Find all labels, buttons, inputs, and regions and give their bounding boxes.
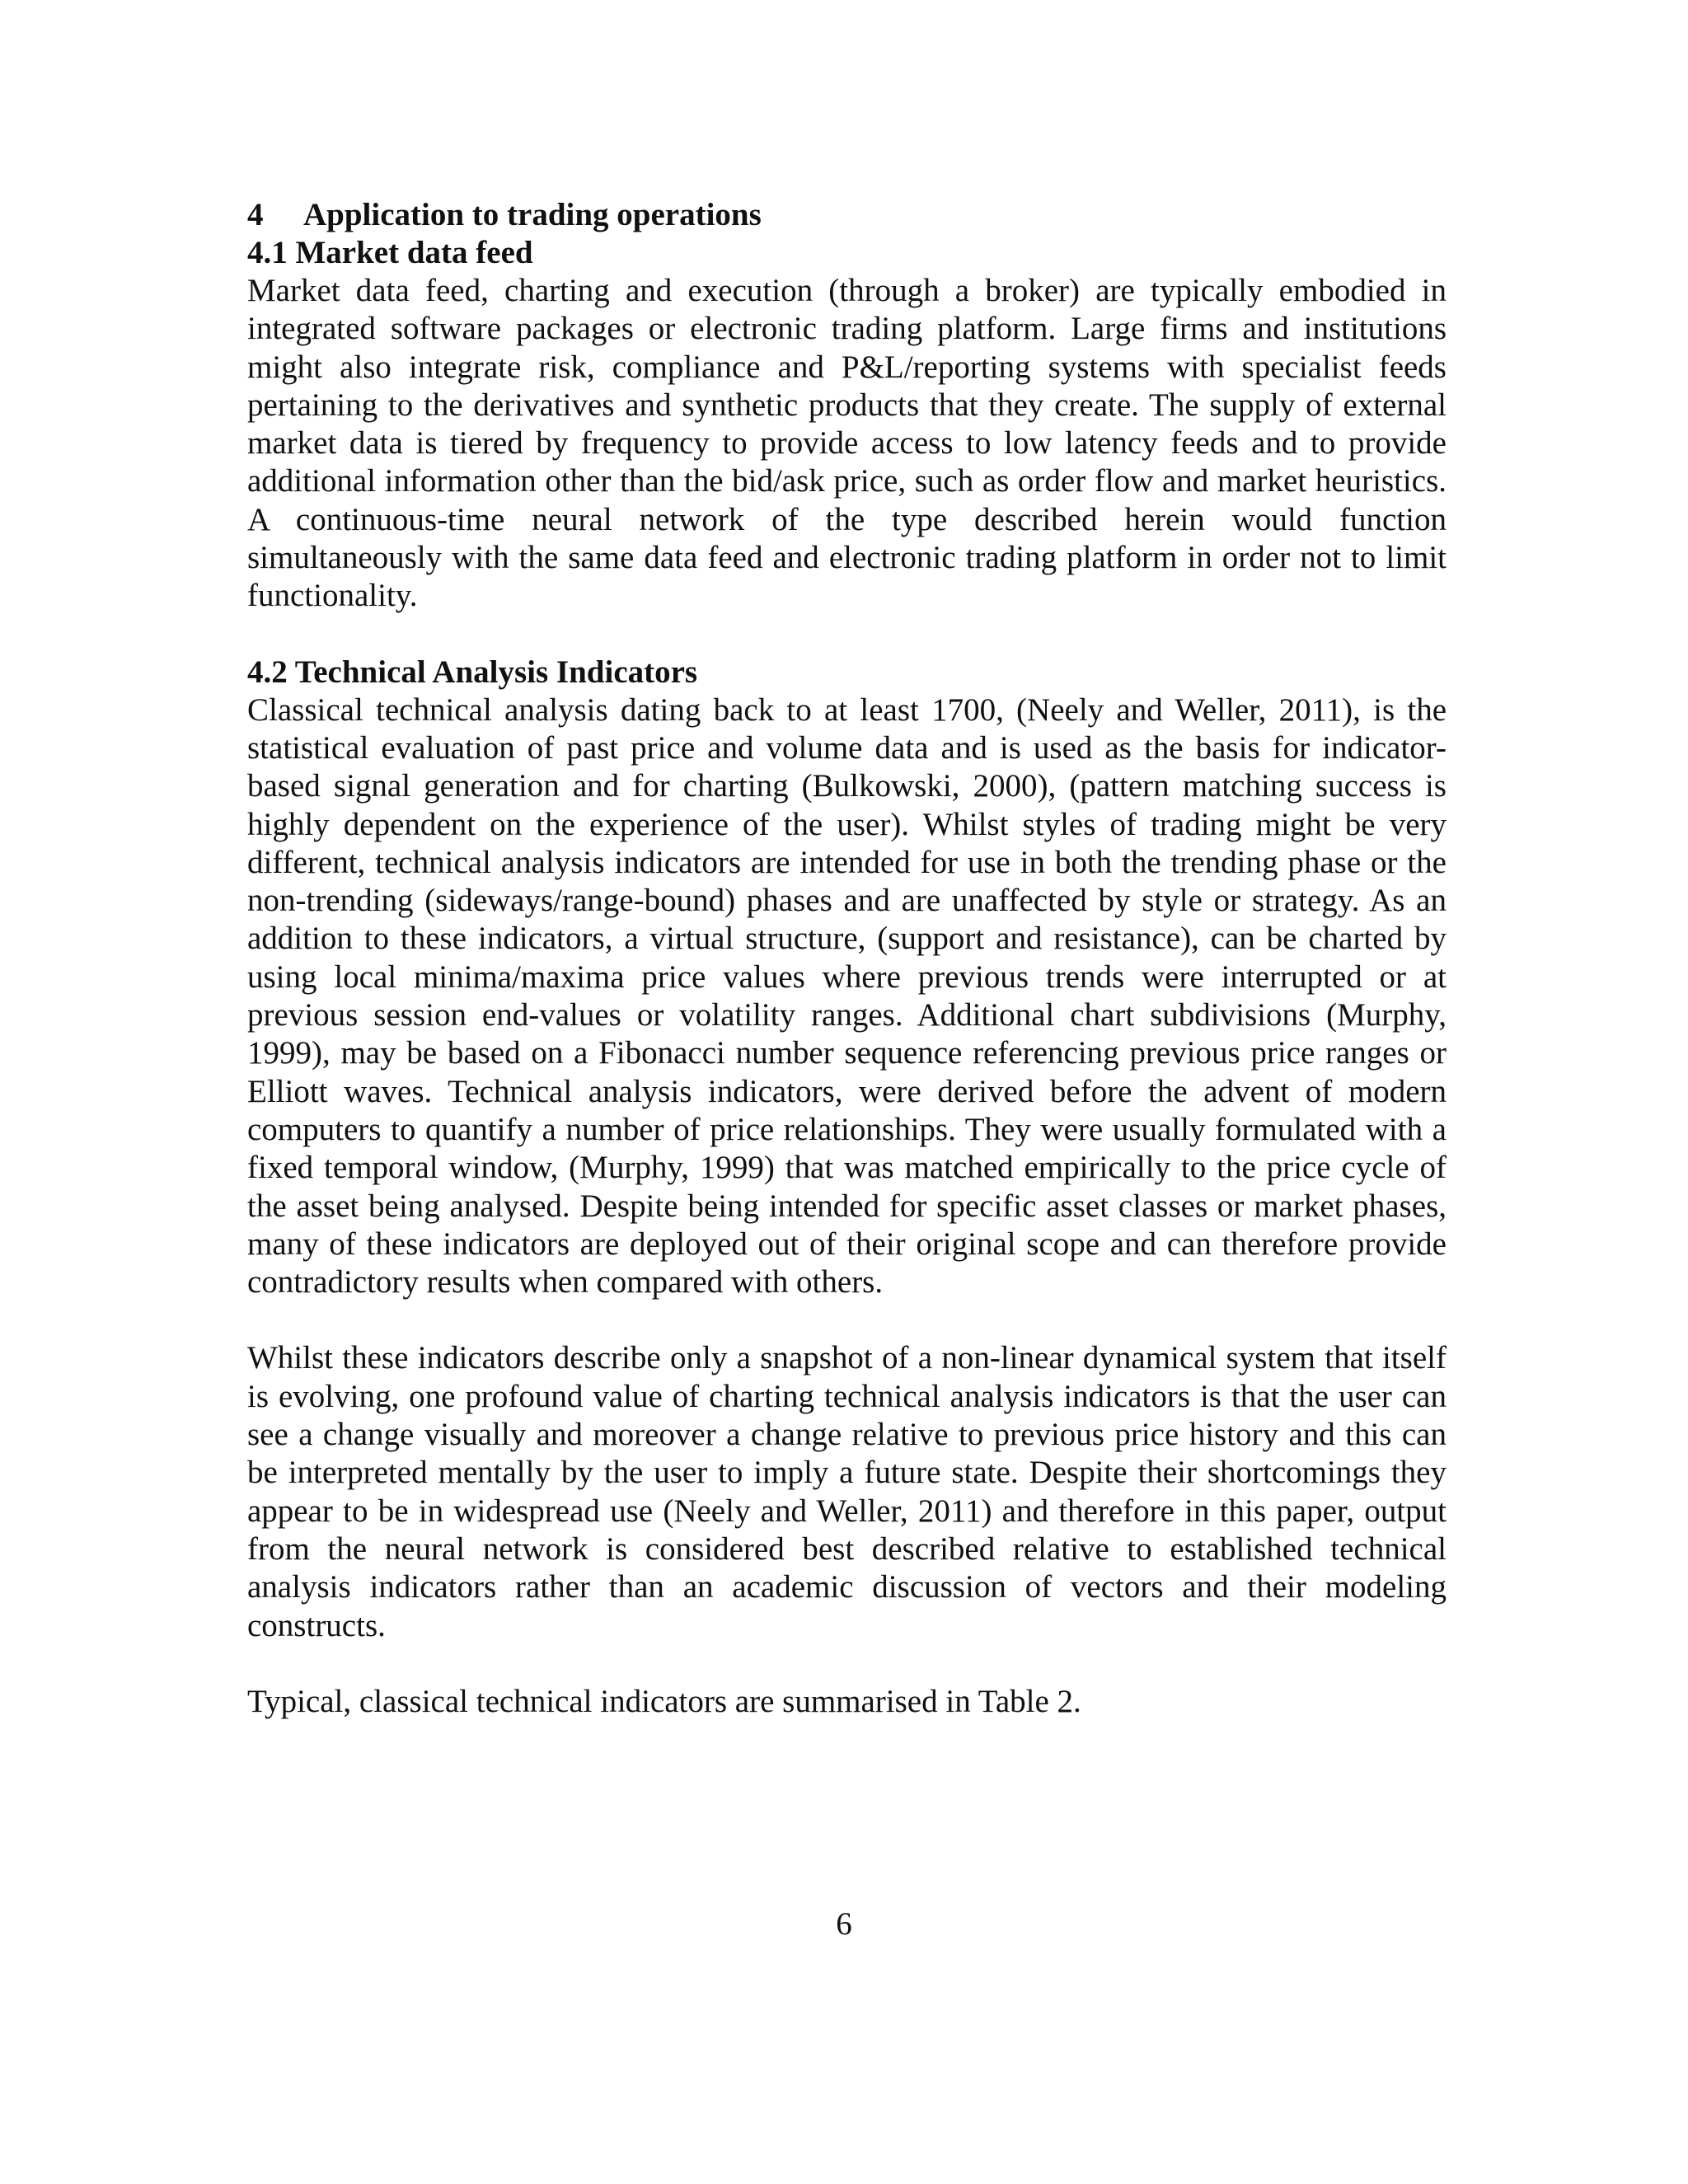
- section-heading: [247, 196, 1447, 234]
- paragraph-market-data-feed: Market data feed, charting and execution (through a broker) are typically embodied in integrated software packages or electronic trading platform. Large firms and institutions might also integrate risk, compliance and P&L/reporting systems with specialist feeds pertaining to the derivatives and synthetic products that they create. The supply of external market data is tiered by frequency to provide access to low latency feeds and to provide additional information other than the bid/ask price, such as order flow and market heuristics. A continuous-time neural network of the type described herein would function simultaneously with the same data feed and electronic trading platform in order not to limit functionality.: [247, 273, 1447, 614]
- paragraph-gap: [247, 1645, 1447, 1683]
- subsection-title-market-data-feed: 4.1 Market data feed: [247, 235, 533, 270]
- paragraph-technical-analysis-1: Classical technical analysis dating back to at least 1700, (Neely and Weller, 2011), is the statistical evaluation of past price and volume data and is used as the basis for indicator-based signal generation and for charting (Bulkowski, 2000), (pattern matching success is highly dependent on the experience of the user). Whilst styles of trading might be very different, technical analysis indicators are intended for use in both the trending phase or the non-trending (sideways/range-bound) phases and are unaffected by style or strategy. As an addition to these indicators, a virtual structure, (support and resistance), can be charted by using local minima/maxima price values where previous trends were interrupted or at previous session end-values or volatility ranges. Additional chart subdivisions (Murphy, 1999), may be based on a Fibonacci number sequence referencing previous price ranges or Elliott waves. Technical analysis indicators, were derived before the advent of modern computers to quantify a number of price relationships. They were usually formulated with a fixed temporal window, (Murphy, 1999) that was matched empirically to the price cycle of the asset being analysed. Despite being intended for specific asset classes or market phases, many of these indicators are deployed out of their original scope and can therefore provide contradictory results when compared with others.: [247, 691, 1447, 1301]
- section-title: Application to trading operations: [303, 197, 762, 232]
- page-content: [247, 196, 1447, 1721]
- section-number: 4: [247, 197, 264, 232]
- page-number: 6: [836, 1906, 852, 1942]
- paragraph-gap: [247, 616, 1447, 654]
- paragraph-gap: [247, 1301, 1447, 1339]
- subsection-title-technical-analysis: 4.2 Technical Analysis Indicators: [247, 654, 698, 690]
- paragraph-technical-analysis-2: Whilst these indicators describe only a snapshot of a non-linear dynamical system that itself is evolving, one profound value of charting technical analysis indicators is that the user can see a change visually and moreover a change relative to previous price history and this can be interpreted mentally by the user to imply a future state. Despite their shortcomings they appear to be in widespread use (Neely and Weller, 2011) and therefore in this paper, output from the neural network is considered best described relative to established technical analysis indicators rather than an academic discussion of vectors and their modeling constructs.: [247, 1340, 1447, 1643]
- paragraph-table-reference: Typical, classical technical indicators are summarised in Table 2.: [247, 1683, 1081, 1719]
